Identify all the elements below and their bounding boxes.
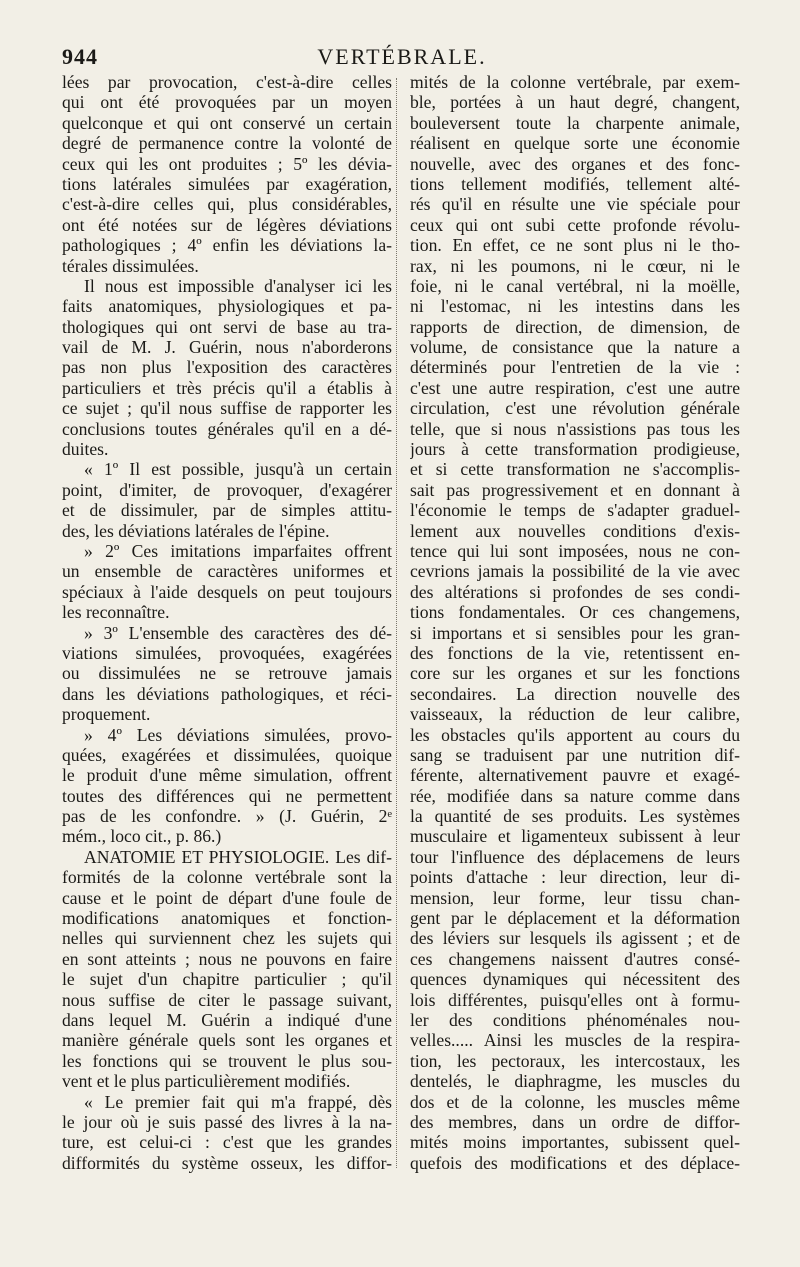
left-text-column <box>62 72 392 1173</box>
text-line: quelconque et qui ont conservé un certain <box>62 112 392 133</box>
text-line: duites. <box>62 439 109 460</box>
text-line: velles..... Ainsi les muscles de la respira- <box>410 1030 740 1051</box>
text-line: ANATOMIE ET PHYSIOLOGIE. Les dif- <box>84 846 392 867</box>
text-line: » 3º L'ensemble des caractères des dé- <box>84 622 392 643</box>
text-line: c'est-à-dire celles qui, plus considérables, <box>62 194 392 215</box>
text-line: mension, leur forme, leur tissu chan- <box>410 887 740 908</box>
text-line: dentelés, le diaphragme, les muscles du <box>410 1071 740 1092</box>
text-line: mités de la colonne vertébrale, par exem- <box>410 72 740 92</box>
text-line: degré de permanence contre la volonté de <box>62 133 392 154</box>
text-line: gent par le déplacement et la déformation <box>410 908 740 929</box>
text-line: cevrions jamais la possibilité de la vie avec <box>410 561 740 582</box>
text-line: en sont atteints ; nous ne pouvons en faire <box>62 948 392 969</box>
text-line: pas de les confondre. » (J. Guérin, 2ᵉ <box>62 806 392 827</box>
text-line: conclusions toutes générales qu'il en a dé- <box>62 418 392 439</box>
text-line: rés qu'il en résulte une vie spéciale pour <box>410 194 740 215</box>
text-line: » 2º Ces imitations imparfaites offrent <box>84 540 392 561</box>
text-line: lois différentes, puisqu'elles ont à formu- <box>410 989 740 1010</box>
text-line: ture, est celui-ci : c'est que les grandes <box>62 1132 392 1153</box>
text-line: les obstacles qu'ils apportent au cours du <box>410 724 740 745</box>
text-line: lées par provocation, c'est-à-dire celles <box>62 72 392 92</box>
text-line: sait pas progressivement et en donnant à <box>410 479 740 500</box>
text-line: tour l'influence des déplacemens de leurs <box>410 846 740 867</box>
text-line: ceux qui ont subi cette profonde révolu- <box>410 214 740 235</box>
running-title: VERTÉBRALE. <box>317 44 487 69</box>
text-line: dans les déviations pathologiques, et réci- <box>62 683 392 704</box>
text-line: ni l'estomac, ni les intestins dans les <box>410 296 740 317</box>
text-line: point, d'imiter, de provoquer, d'exagérer <box>62 479 392 500</box>
text-line: qui ont été provoquées par un moyen <box>62 92 392 113</box>
text-line: manière générale quels sont les organes et <box>62 1030 392 1051</box>
text-line: dos et de la colonne, les muscles même <box>410 1091 740 1112</box>
text-line: ou dissimulées ne se retrouve jamais <box>62 663 392 684</box>
text-line: vaisseaux, la réduction de leur calibre, <box>410 704 740 725</box>
text-line: quefois des modifications et des déplace- <box>410 1152 740 1173</box>
text-line: et de dissimuler, par de simples attitu- <box>62 500 392 521</box>
page-number: 944 <box>62 44 98 69</box>
text-line: pathologiques ; 4º enfin les déviations la- <box>62 235 392 256</box>
text-line: rée, modifiée dans sa nature comme dans <box>410 785 740 806</box>
text-line: thologiques qui ont servi de base au tra- <box>62 316 392 337</box>
text-line: ont été notées sur de légères déviations <box>62 214 392 235</box>
text-line: et si cette transformation ne s'accomplis- <box>410 459 740 480</box>
text-line: mités moins importantes, subissent quel- <box>410 1132 740 1153</box>
text-line: le jour où je suis passé des livres à la na- <box>62 1111 392 1132</box>
text-line: nelles qui surviennent chez les sujets qui <box>62 928 392 949</box>
text-line: quences dynamiques qui nécessitent des <box>410 969 740 990</box>
text-line: core sur les organes et sur les fonctions <box>410 663 740 684</box>
text-line: modifications anatomiques et fonction- <box>62 908 392 929</box>
text-line: faits anatomiques, physiologiques et pa- <box>62 296 392 317</box>
text-line: ler des conditions phénoménales nou- <box>410 1009 740 1030</box>
text-line: Il nous est impossible d'analyser ici les <box>84 275 392 296</box>
text-line: nous suffise de citer le passage suivant, <box>62 989 392 1010</box>
text-line: viations simulées, provoquées, exagérées <box>62 642 392 663</box>
text-line: circulation, c'est une révolution générale <box>410 398 740 419</box>
text-line: spéciaux à l'aide desquels on peut toujours <box>62 581 392 602</box>
text-line: tions fondamentales. Or ces changemens, <box>410 602 740 623</box>
text-line: ces changemens naissent d'autres consé- <box>410 948 740 969</box>
text-line: les reconnaître. <box>62 602 170 623</box>
right-text-column <box>410 72 740 1173</box>
text-line: tions latérales simulées par exagération, <box>62 173 392 194</box>
column-divider <box>396 78 397 1168</box>
text-line: rapports de direction, de dimension, de <box>410 316 740 337</box>
text-line: le produit d'une même simulation, offrent <box>62 765 392 786</box>
text-line: sang se traduisent par une nutrition dif- <box>410 744 740 765</box>
text-line: foie, ni le canal vertébral, ni la moëlle, <box>410 275 740 296</box>
text-line: pas non plus l'exposition des caractères <box>62 357 392 378</box>
text-line: férente, alternativement pauvre et exagé- <box>410 765 740 786</box>
text-line: ble, portées à un haut degré, changent, <box>410 92 740 113</box>
text-line: secondaires. La direction nouvelle des <box>410 683 740 704</box>
text-line: bouleversent toute la charpente animale, <box>410 112 740 133</box>
text-line: « 1º Il est possible, jusqu'à un certain <box>84 459 392 480</box>
text-line: nouvelle, avec des organes et des fonc- <box>410 153 740 174</box>
text-line: rax, ni les poumons, ni le cœur, ni le <box>410 255 740 276</box>
text-line: des, les déviations latérales de l'épine. <box>62 520 330 541</box>
page-header <box>62 44 742 72</box>
text-line: vail de M. J. Guérin, nous n'aborderons <box>62 337 392 358</box>
text-line: ceux qui les ont produites ; 5º les dévia- <box>62 153 392 174</box>
text-line: telle, que si nous n'assistions pas tous les <box>410 418 740 439</box>
text-line: si importans et si sensibles pour les gran- <box>410 622 740 643</box>
text-line: les fonctions qui se trouvent le plus sou- <box>62 1050 392 1071</box>
text-line: jours à cette transformation prodigieuse, <box>410 439 740 460</box>
text-line: l'économie le temps de s'adapter graduel- <box>410 500 740 521</box>
text-line: ce sujet ; qu'il nous suffise de rapporter les <box>62 398 392 419</box>
text-line: tion, les pectoraux, les intercostaux, les <box>410 1050 740 1071</box>
text-line: cause et le point de départ d'une foule de <box>62 887 392 908</box>
text-line: réalisent en quelque sorte une économie <box>410 133 740 154</box>
text-line: tion. En effet, ce ne sont plus ni le tho- <box>410 235 740 256</box>
text-line: volume, de consistance que la nature a <box>410 337 740 358</box>
text-line: particuliers et très précis qu'il a établis à <box>62 377 392 398</box>
text-line: tions tellement modifiés, tellement alté- <box>410 173 740 194</box>
text-line: vent et le plus particulièrement modifiés. <box>62 1071 351 1092</box>
text-line: formités de la colonne vertébrale sont la <box>62 867 392 888</box>
text-line: des membres, dans un ordre de diffor- <box>410 1111 740 1132</box>
text-line: dans lequel M. Guérin a indiqué d'une <box>62 1009 392 1030</box>
text-line: points d'attache : leur direction, leur di- <box>410 867 740 888</box>
text-line: difformités du système osseux, les diffor- <box>62 1152 392 1173</box>
text-line: le sujet d'un chapitre particulier ; qu'il <box>62 969 392 990</box>
text-line: un ensemble de caractères uniformes et <box>62 561 392 582</box>
text-line: c'est une autre respiration, c'est une autre <box>410 377 740 398</box>
text-line: térales dissimulées. <box>62 255 199 276</box>
text-line: des léviers sur lesquels ils agissent ; et de <box>410 928 740 949</box>
text-line: » 4º Les déviations simulées, provo- <box>84 724 392 745</box>
text-line: proquement. <box>62 704 151 725</box>
text-line: des altérations si profondes de ses condi- <box>410 581 740 602</box>
text-line: toutes des différences qui ne permettent <box>62 785 392 806</box>
text-line: déterminés pour l'entretien de la vie : <box>410 357 740 378</box>
text-line: musculaire et ligamenteux subissent à leur <box>410 826 740 847</box>
text-line: lement aux nouvelles conditions d'exis- <box>410 520 740 541</box>
text-line: mém., loco cit., p. 86.) <box>62 826 222 847</box>
text-line: « Le premier fait qui m'a frappé, dès <box>84 1091 392 1112</box>
text-line: tence qui lui sont imposées, nous ne con- <box>410 540 740 561</box>
text-line: des fonctions de la vie, retentissent en- <box>410 642 740 663</box>
text-line: quées, exagérées et dissimulées, quoique <box>62 744 392 765</box>
text-line: la quantité de ses produits. Les systèmes <box>410 806 740 827</box>
